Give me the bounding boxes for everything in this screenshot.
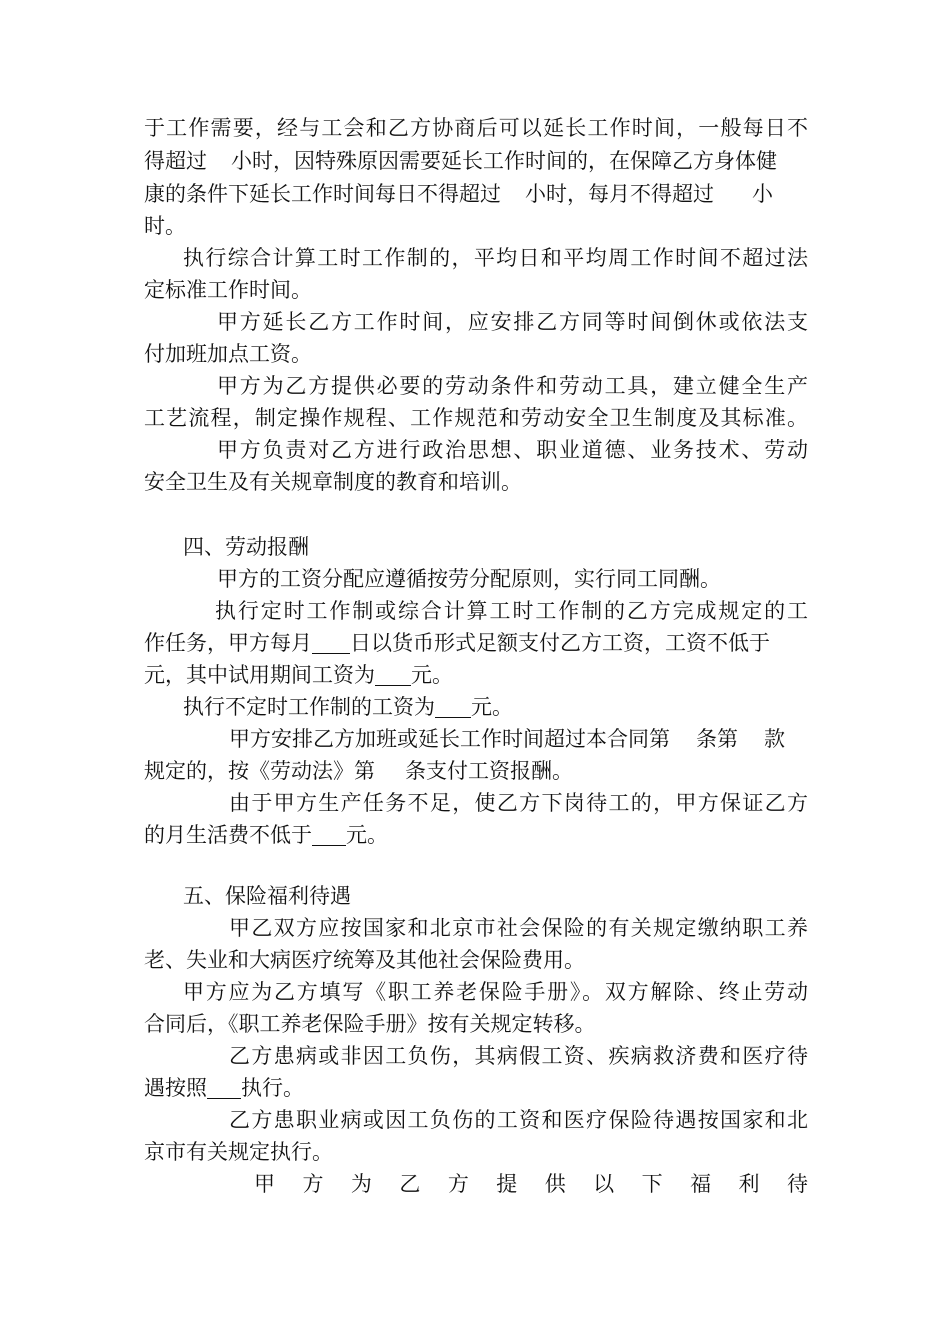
text-span: 元，其中试用期间工资为 — [144, 663, 375, 687]
text-line: 执行综合计算工时工作制的，平均日和平均周工作时间不超过法 — [183, 246, 808, 270]
text-line: 乙方患职业病或因工负伤的工资和医疗保险待遇按国家和北 — [229, 1108, 808, 1132]
text-span: 条支付工资报酬。 — [405, 759, 573, 783]
blank-underline — [312, 633, 350, 654]
blank-underline — [375, 665, 411, 686]
text-span: 的月生活费不低于 — [144, 823, 312, 847]
text-line: 甲方应为乙方填写《职工养老保险手册》。双方解除、终止劳动 — [183, 980, 808, 1004]
text-line: 甲方负责对乙方进行政治思想、职业道德、业务技术、劳动 — [217, 438, 808, 462]
text-line: 执行定时工作制或综合计算工时工作制的乙方完成规定的工 — [215, 599, 808, 623]
text-line — [144, 145, 808, 177]
text-line: 甲方延长乙方工作时间，应安排乙方同等时间倒休或依法支 — [217, 310, 808, 334]
text-line — [183, 691, 808, 723]
text-span: 规定的，按《劳动法》第 — [144, 759, 375, 783]
section-heading: 五、保险福利待遇 — [183, 884, 351, 908]
text-line — [144, 178, 808, 210]
text-span: 元。 — [411, 663, 453, 687]
blank-underline — [435, 697, 471, 718]
text-line — [144, 755, 808, 787]
text-line: 甲方为乙方提供以下福利待 — [254, 1172, 808, 1196]
text-span: 日以货币形式足额支付乙方工资，工资不低于 — [350, 631, 770, 655]
text-line: 甲方为乙方提供必要的劳动条件和劳动工具，建立健全生产 — [217, 374, 808, 398]
text-line: 甲方的工资分配应遵循按劳分配原则，实行同工同酬。 — [217, 567, 721, 591]
blank-underline — [312, 825, 346, 846]
text-span: 执行。 — [241, 1076, 304, 1100]
text-line: 乙方患病或非因工负伤，其病假工资、疾病救济费和医疗待 — [229, 1044, 808, 1068]
text-line: 于工作需要，经与工会和乙方协商后可以延长工作时间，一般每日不 — [144, 116, 808, 140]
text-line: 时。 — [144, 214, 186, 238]
text-line: 合同后，《职工养老保险手册》按有关规定转移。 — [144, 1012, 596, 1036]
text-line — [144, 1072, 808, 1104]
text-span: 康的条件下延长工作时间每日不得超过 — [144, 182, 501, 206]
text-line: 京市有关规定执行。 — [144, 1140, 333, 1164]
text-span: 执行不定时工作制的工资为 — [183, 695, 435, 719]
section-heading: 四、劳动报酬 — [183, 535, 309, 559]
text-span: 得超过 — [144, 149, 207, 173]
text-line — [229, 723, 808, 755]
text-span: 小时，因特殊原因需要延长工作时间的，在保障乙方身体健 — [231, 149, 777, 173]
text-line: 付加班加点工资。 — [144, 342, 312, 366]
text-span: 条第 — [696, 727, 738, 751]
text-span: 小 — [752, 182, 773, 206]
text-span: 款 — [764, 727, 785, 751]
text-span: 元。 — [471, 695, 513, 719]
text-line — [144, 627, 808, 659]
text-line: 由于甲方生产任务不足，使乙方下岗待工的，甲方保证乙方 — [229, 791, 808, 815]
text-span: 甲方安排乙方加班或延长工作时间超过本合同第 — [229, 727, 670, 751]
text-line: 定标准工作时间。 — [144, 278, 312, 302]
text-span: 元。 — [346, 823, 388, 847]
text-line: 甲乙双方应按国家和北京市社会保险的有关规定缴纳职工养 — [229, 916, 808, 940]
blank-underline — [207, 1078, 241, 1099]
text-span: 遇按照 — [144, 1076, 207, 1100]
text-span: 小时，每月不得超过 — [525, 182, 714, 206]
text-line — [144, 819, 808, 851]
text-line — [144, 659, 808, 691]
text-line: 工艺流程，制定操作规程、工作规范和劳动安全卫生制度及其标准。 — [144, 406, 808, 430]
text-span: 作任务，甲方每月 — [144, 631, 312, 655]
text-line: 安全卫生及有关规章制度的教育和培训。 — [144, 470, 522, 494]
text-line: 老、失业和大病医疗统筹及其他社会保险费用。 — [144, 948, 585, 972]
